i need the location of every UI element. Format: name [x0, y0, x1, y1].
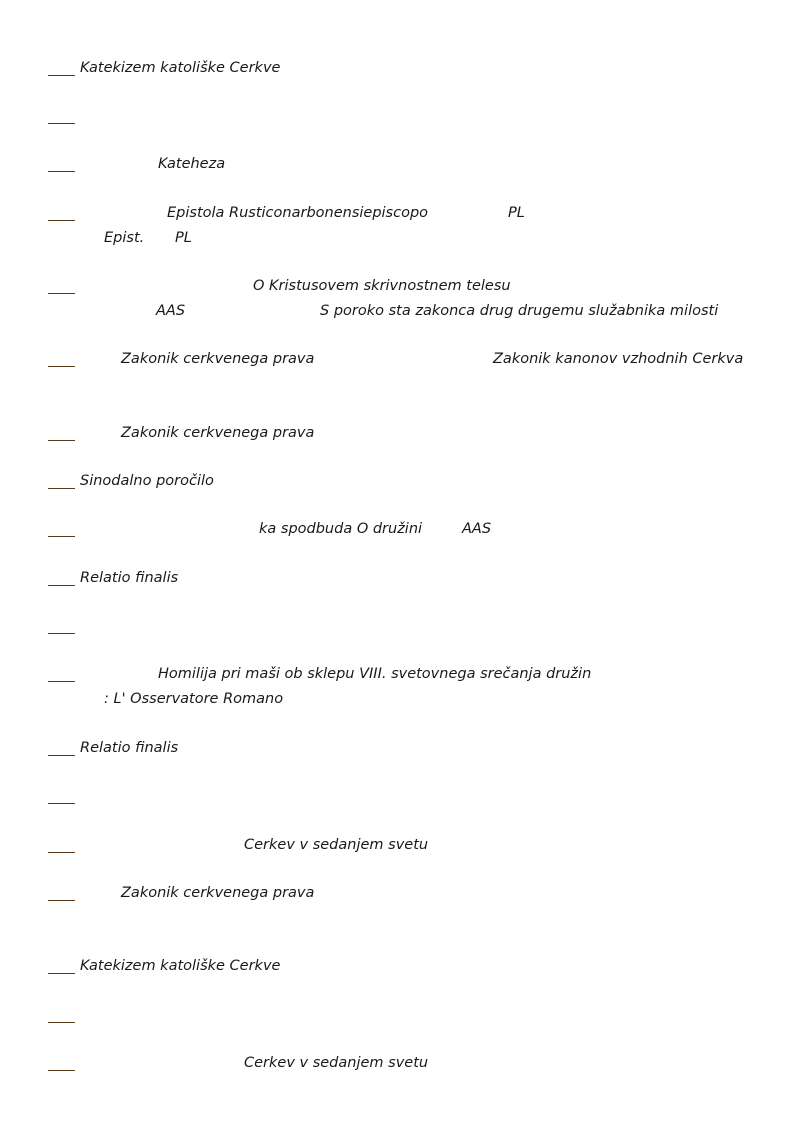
footnote-text: PL — [175, 230, 192, 246]
footnote-rule — [48, 123, 75, 124]
footnote-text: : L' Osservatore Romano — [104, 691, 284, 707]
footnote-text: Relatio finalis — [80, 570, 179, 586]
footnote-text: O Kristusovem skrivnostnem telesu — [253, 278, 511, 294]
footnote-rule — [48, 75, 75, 76]
footnote-text: Zakonik cerkvenega prava — [121, 425, 315, 441]
footnote-text: Katekizem katoliške Cerkve — [80, 958, 281, 974]
footnote-text: Zakonik cerkvenega prava — [121, 885, 315, 901]
footnote-rule — [48, 1022, 75, 1023]
footnote-rule — [48, 585, 75, 586]
footnote-text: ka spodbuda O družini — [259, 521, 423, 537]
footnote-text: Relatio finalis — [80, 740, 179, 756]
footnote-rule — [48, 440, 75, 441]
footnote-text: Cerkev v sedanjem svetu — [244, 837, 429, 853]
footnote-text: Zakonik cerkvenega prava — [121, 351, 315, 367]
footnote-rule — [48, 1070, 75, 1071]
footnote-rule — [48, 293, 75, 294]
footnote-text: AAS — [462, 521, 492, 537]
footnote-rule — [48, 681, 75, 682]
footnote-rule — [48, 973, 75, 974]
footnote-rule — [48, 633, 75, 634]
footnote-text: Katekizem katoliške Cerkve — [80, 60, 281, 76]
footnote-text: AAS — [156, 303, 186, 319]
footnote-text: Zakonik kanonov vzhodnih Cerkva — [493, 351, 744, 367]
footnote-text: Epistola Rusticonarbonensiepiscopo — [167, 205, 429, 221]
footnote-rule — [48, 536, 75, 537]
footnote-rule — [48, 900, 75, 901]
footnote-rule — [48, 366, 75, 367]
footnote-text: PL — [508, 205, 525, 221]
footnote-text: Epist. — [104, 230, 145, 246]
footnote-rule — [48, 220, 75, 221]
footnote-text: Cerkev v sedanjem svetu — [244, 1055, 429, 1071]
footnote-text: Kateheza — [158, 156, 226, 172]
footnote-rule — [48, 803, 75, 804]
footnote-text: Sinodalno poročilo — [80, 473, 214, 489]
footnote-text: Homilija pri maši ob sklepu VIII. svetovnega srečanja družin — [158, 666, 592, 682]
footnote-rule — [48, 852, 75, 853]
footnote-rule — [48, 488, 75, 489]
footnote-text: S poroko sta zakonca drug drugemu služabnika milosti — [320, 303, 719, 319]
footnote-rule — [48, 171, 75, 172]
footnote-rule — [48, 755, 75, 756]
